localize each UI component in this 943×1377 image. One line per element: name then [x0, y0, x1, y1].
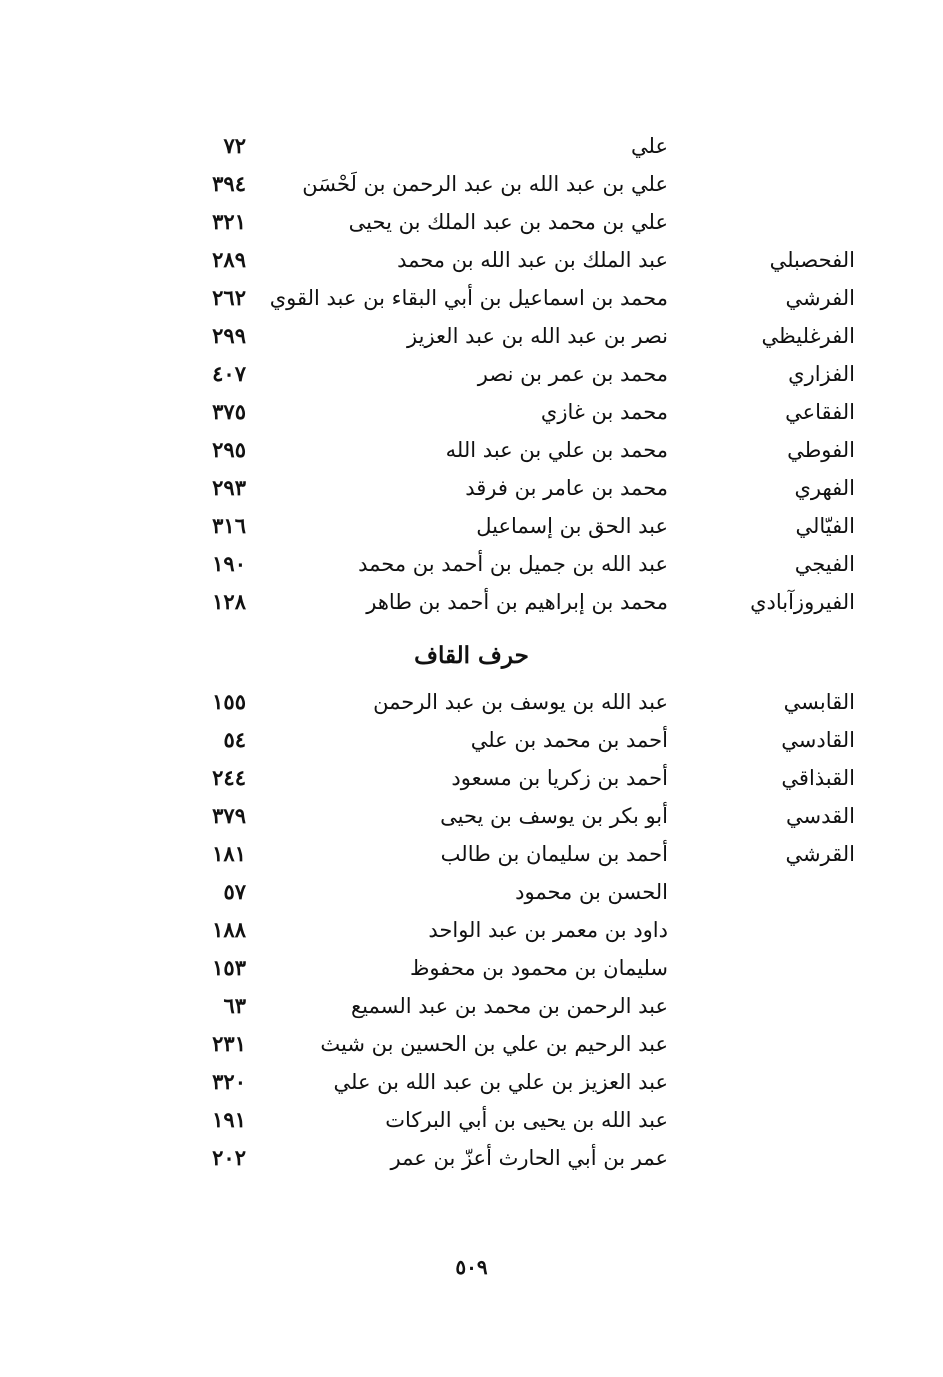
person-name: عبد الرحمن بن محمد بن عبد السميع [350, 994, 668, 1018]
index-row [0, 545, 943, 583]
person-name: عبد الله بن يحيى بن أبي البركات [385, 1108, 668, 1132]
index-row [0, 127, 943, 165]
person-name: عبد الملك بن عبد الله بن محمد [397, 248, 668, 272]
index-row [0, 393, 943, 431]
nisba-label: الفهري [794, 476, 855, 500]
nisba-label: الفرشي [785, 286, 855, 310]
person-name: محمد بن عامر بن فرقد [465, 476, 668, 500]
nisba-label: الفحصبلي [769, 248, 855, 272]
page-reference: ٣٧٩ [212, 803, 246, 828]
page-number: ٥٠٩ [455, 1255, 488, 1279]
index-row [0, 759, 943, 797]
index-row [0, 317, 943, 355]
index-row [0, 1025, 943, 1063]
person-name: عبد الله بن جميل بن أحمد بن محمد [358, 552, 668, 576]
person-name: أحمد بن زكريا بن مسعود [451, 766, 668, 790]
index-row [0, 1063, 943, 1101]
person-name: علي بن عبد الله بن عبد الرحمن بن لَحْسَن [302, 172, 668, 196]
person-name: عبد الحق بن إسماعيل [476, 514, 668, 538]
person-name: نصر بن عبد الله بن عبد العزيز [407, 324, 668, 348]
index-row [0, 203, 943, 241]
page-reference: ٣٢١ [212, 209, 246, 234]
page-reference: ١٩٠ [212, 551, 246, 576]
person-name: عبد الله بن يوسف بن عبد الرحمن [373, 690, 668, 714]
person-name: سليمان بن محمود بن محفوظ [409, 956, 668, 980]
page-reference: ١٢٨ [212, 589, 246, 614]
person-name: محمد بن علي بن عبد الله [445, 438, 668, 462]
page-reference: ٣١٦ [212, 513, 246, 538]
index-row [0, 683, 943, 721]
nisba-label: الفزاري [788, 362, 855, 386]
page-reference: ٢٦٢ [212, 285, 246, 310]
person-name: الحسن بن محمود [515, 880, 668, 904]
index-row [0, 1101, 943, 1139]
nisba-label: الفقاعي [785, 400, 855, 424]
nisba-label: الفيّالي [795, 514, 855, 538]
nisba-label: الفرغليظي [761, 324, 855, 348]
index-row [0, 507, 943, 545]
page-reference: ١٨١ [212, 841, 246, 866]
page-reference: ٧٢ [223, 133, 246, 158]
index-row [0, 241, 943, 279]
page-reference: ٢٩٩ [212, 323, 246, 348]
person-name: محمد بن إبراهيم بن أحمد بن طاهر [366, 590, 668, 614]
person-name: محمد بن عمر بن نصر [477, 362, 668, 386]
page-reference: ٢٤٤ [212, 765, 246, 790]
section-heading: حرف القاف [414, 642, 529, 669]
index-row [0, 469, 943, 507]
index-row [0, 583, 943, 621]
index-row [0, 987, 943, 1025]
nisba-label: الفوطي [787, 438, 855, 462]
nisba-label: القادسي [781, 728, 855, 752]
page-reference: ١٨٨ [212, 917, 246, 942]
person-name: عمر بن أبي الحارث أعزّ بن عمر [390, 1146, 668, 1170]
index-row [0, 279, 943, 317]
index-row [0, 797, 943, 835]
nisba-label: الفيجي [794, 552, 855, 576]
page-reference: ٣٧٥ [212, 399, 246, 424]
person-name: علي بن محمد بن عبد الملك بن يحيى [348, 210, 668, 234]
page-reference: ٢٠٢ [212, 1145, 246, 1170]
page-reference: ٥٤ [223, 727, 246, 752]
page-reference: ٣٩٤ [212, 171, 246, 196]
page-reference: ٢٩٥ [212, 437, 246, 462]
person-name: أحمد بن محمد بن علي [470, 728, 668, 752]
page-reference: ٥٧ [223, 879, 246, 904]
page-reference: ١٩١ [212, 1107, 246, 1132]
nisba-label: القابسي [783, 690, 855, 714]
person-name: عبد العزيز بن علي بن عبد الله بن علي [333, 1070, 668, 1094]
nisba-label: الفيروزآبادي [750, 590, 855, 614]
person-name: عبد الرحيم بن علي بن الحسين بن شيث [320, 1032, 668, 1056]
person-name: محمد بن غازي [540, 400, 668, 424]
person-name: محمد بن اسماعيل بن أبي البقاء بن عبد القوي [269, 286, 668, 310]
person-name: أبو بكر بن يوسف بن يحيى [440, 804, 668, 828]
person-name: داود بن معمر بن عبد الواحد [428, 918, 668, 942]
nisba-label: القرشي [785, 842, 855, 866]
page-reference: ٦٣ [223, 993, 246, 1018]
index-row [0, 873, 943, 911]
page-reference: ٢٨٩ [212, 247, 246, 272]
person-name: أحمد بن سليمان بن طالب [440, 842, 668, 866]
nisba-label: القبذاقي [781, 766, 855, 790]
index-row [0, 1139, 943, 1177]
page-reference: ٣٢٠ [212, 1069, 246, 1094]
page-reference: ٤٠٧ [212, 361, 246, 386]
nisba-label: القدسي [786, 804, 855, 828]
index-row [0, 165, 943, 203]
index-row [0, 911, 943, 949]
page-reference: ١٥٥ [212, 689, 246, 714]
index-row [0, 949, 943, 987]
index-row [0, 355, 943, 393]
index-row [0, 431, 943, 469]
page-reference: ١٥٣ [212, 955, 246, 980]
person-name: علي [631, 134, 668, 158]
page-reference: ٢٣١ [212, 1031, 246, 1056]
page-reference: ٢٩٣ [212, 475, 246, 500]
index-row [0, 721, 943, 759]
index-row [0, 835, 943, 873]
